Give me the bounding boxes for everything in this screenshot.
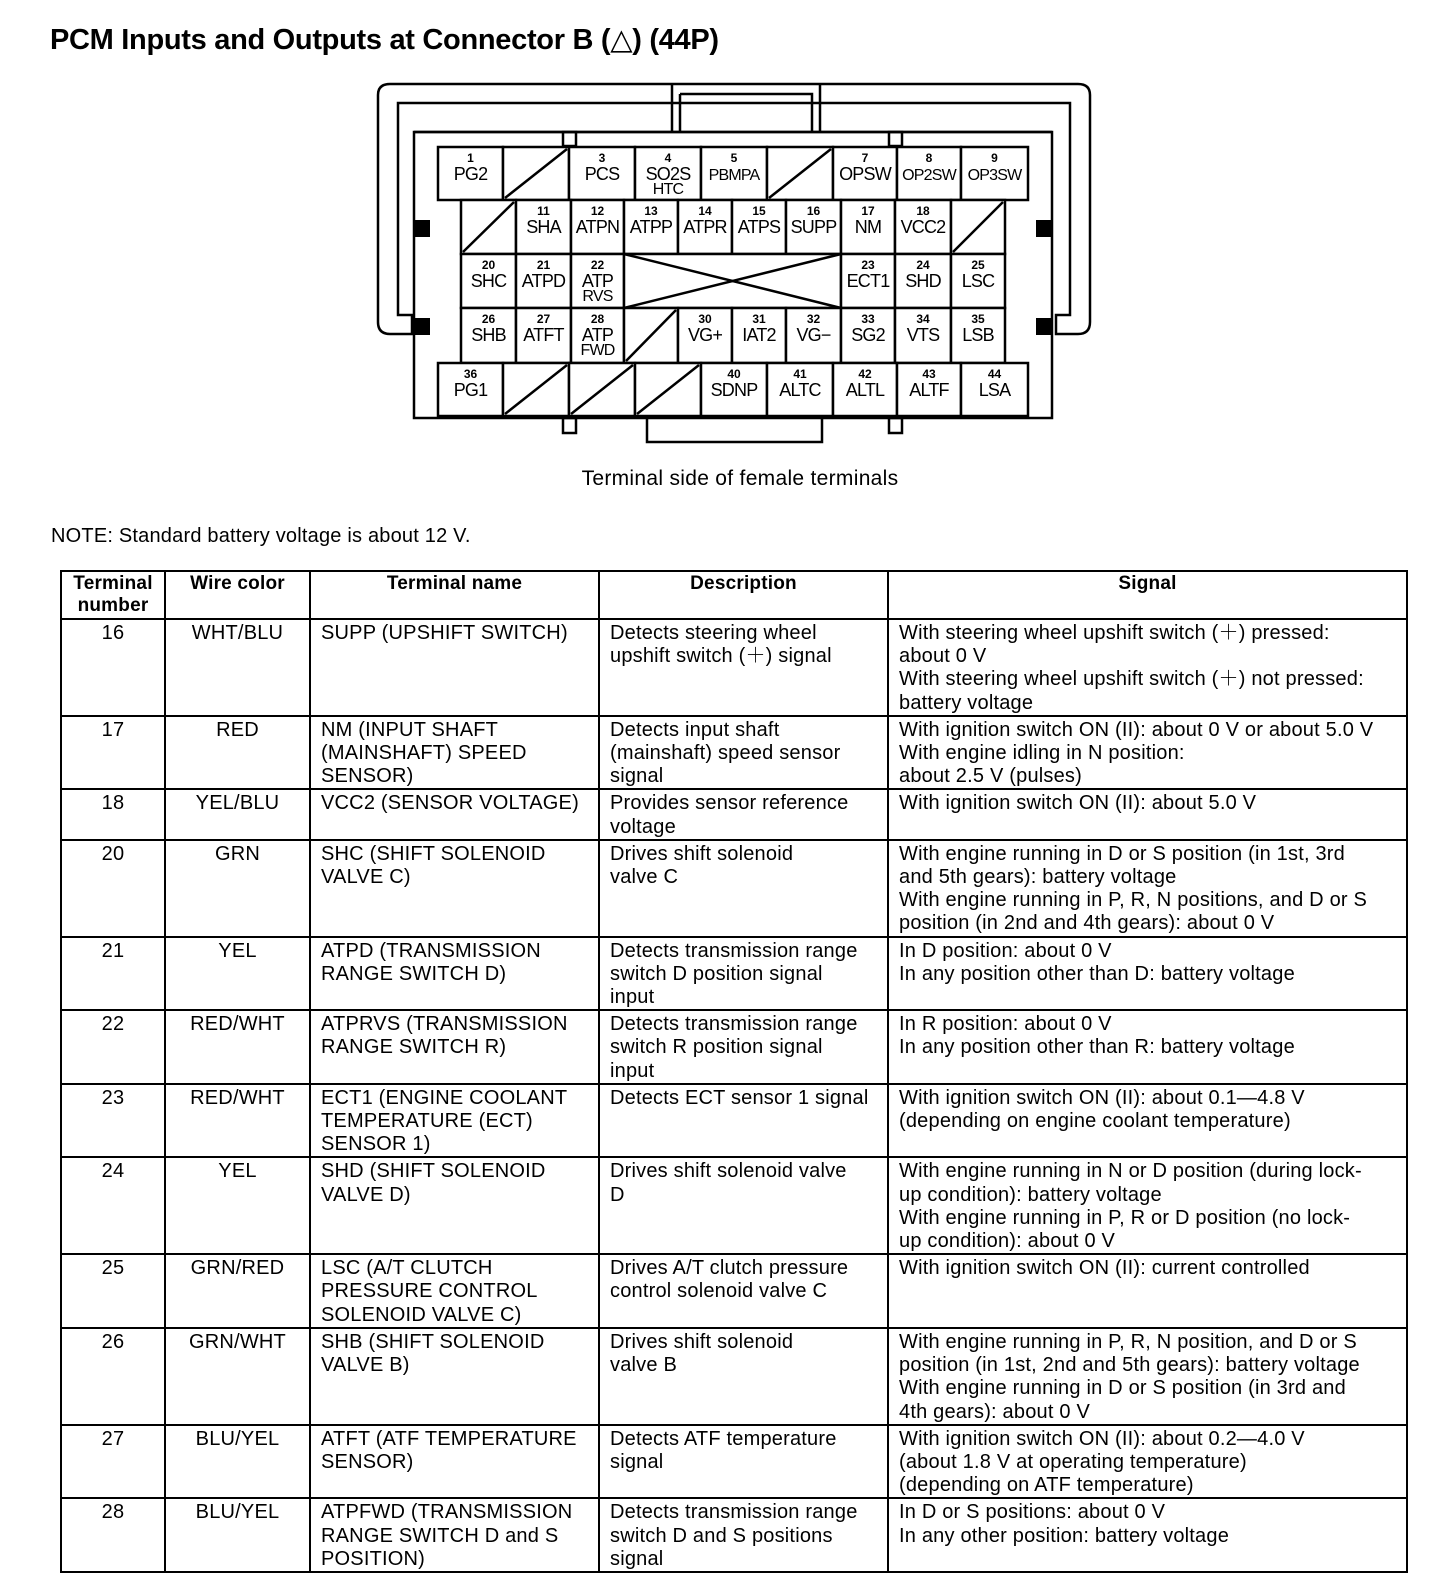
terminal-name-cell-line: SHB (SHIFT SOLENOID (321, 1330, 545, 1353)
table-row (61, 840, 1407, 937)
table-row (61, 1010, 1407, 1084)
pin-26-number: 26 (481, 312, 496, 326)
pin-21-number: 21 (536, 258, 551, 272)
table-row (61, 619, 1407, 716)
table-row (61, 789, 1407, 839)
page-title (50, 22, 719, 57)
pin-1-number: 1 (467, 151, 474, 165)
pin-32-number: 32 (806, 312, 821, 326)
terminal-name-cell-line: SHC (SHIFT SOLENOID (321, 842, 546, 865)
terminal-number-cell: 26 (61, 1328, 165, 1425)
description-cell (599, 1010, 888, 1084)
terminal-name-cell (310, 1254, 599, 1328)
title-text: PCM Inputs and Outputs at Connector B (50, 24, 594, 56)
pin-15-label: ATPS (737, 217, 781, 237)
signal-cell (888, 1328, 1407, 1425)
pin-5-number: 5 (730, 151, 738, 165)
description-cell-line: switch D and S positions (610, 1524, 833, 1547)
pin-25-number: 25 (971, 258, 985, 272)
description-cell (599, 1084, 888, 1158)
description-cell-line: Provides sensor reference (610, 792, 849, 815)
pin-14-label: ATPR (683, 217, 727, 237)
terminal-name-cell (310, 1157, 599, 1254)
pin-4-number: 4 (664, 151, 672, 165)
pin-40-number: 40 (727, 367, 741, 381)
signal-cell-line: With engine running in D or S position (in 1st, 3rd (899, 842, 1345, 865)
wire-color-cell: GRN (165, 840, 310, 937)
table-row (61, 1498, 1407, 1572)
table-row (61, 1254, 1407, 1328)
description-cell-line: signal (610, 1450, 664, 1473)
signal-cell (888, 1254, 1407, 1328)
signal-cell-line: (about 1.8 V at operating temperature) (899, 1450, 1247, 1473)
pin-21-label: ATPD (521, 271, 566, 291)
pin-5-label: PBMPA (708, 167, 760, 184)
terminal-number-cell: 25 (61, 1254, 165, 1328)
terminal-number-cell: 24 (61, 1157, 165, 1254)
signal-cell (888, 716, 1407, 790)
terminal-name-cell-line: VALVE C) (321, 866, 411, 889)
table-header-row (61, 571, 1407, 619)
diagram-caption: Terminal side of female terminals (581, 467, 899, 490)
pin-27-label: ATFT (523, 325, 564, 345)
signal-cell (888, 1498, 1407, 1572)
signal-cell-line: In any position other than D: battery voltage (899, 962, 1295, 985)
pin-11-number: 11 (537, 204, 550, 218)
description-cell-line: input (610, 1059, 655, 1082)
pin-12-label: ATPN (575, 217, 620, 237)
pin-7-number: 7 (861, 151, 869, 165)
signal-cell-line: about 2.5 V (pulses) (899, 765, 1082, 788)
terminal-number-cell: 20 (61, 840, 165, 937)
description-cell-line: upshift switch (＋) signal (610, 645, 832, 668)
description-cell-line: (mainshaft) speed sensor (610, 742, 841, 765)
wire-color-cell: RED (165, 716, 310, 790)
terminal-number-cell: 28 (61, 1498, 165, 1572)
signal-cell-line: 4th gears): about 0 V (899, 1400, 1090, 1423)
description-cell-line: valve C (610, 866, 679, 889)
description-cell-line: valve B (610, 1354, 677, 1377)
title-suffix: (44P) (649, 24, 719, 56)
terminal-name-cell-line: ATFT (ATF TEMPERATURE (321, 1427, 577, 1450)
signal-cell (888, 1084, 1407, 1158)
description-cell-line: switch D position signal (610, 962, 823, 985)
wire-color-cell: YEL (165, 937, 310, 1011)
signal-cell-line: With ignition switch ON (II): about 0.2—4.0 V (899, 1427, 1305, 1450)
signal-cell-line: With engine running in D or S position (in 3rd and (899, 1377, 1346, 1400)
terminal-name-cell (310, 716, 599, 790)
pin-26-label: SHB (471, 325, 506, 345)
description-cell (599, 1425, 888, 1499)
signal-cell-line: With engine idling in N position: (899, 742, 1185, 765)
description-cell-line: Drives A/T clutch pressure (610, 1257, 849, 1280)
pin-20-label: SHC (470, 271, 507, 291)
terminal-name-cell (310, 1084, 599, 1158)
terminal-name-cell (310, 937, 599, 1011)
description-cell-line: Detects steering wheel (610, 622, 817, 644)
pin-8-number: 8 (925, 151, 933, 165)
description-cell-line: voltage (610, 815, 676, 838)
signal-cell-line: With engine running in N or D position (during lock- (899, 1160, 1362, 1183)
terminal-number-cell: 23 (61, 1084, 165, 1158)
pin-18-label: VCC2 (900, 217, 946, 237)
terminal-name-cell-line: TEMPERATURE (ECT) (321, 1110, 533, 1133)
description-cell (599, 937, 888, 1011)
description-cell-line: Detects ECT sensor 1 signal (610, 1086, 869, 1109)
connector-key (647, 418, 822, 442)
pin-33-number: 33 (861, 312, 875, 326)
pin-31-label: IAT2 (742, 325, 776, 345)
description-cell (599, 1254, 888, 1328)
pin-31-number: 31 (752, 312, 766, 326)
pin-9-label: OP3SW (967, 167, 1022, 184)
description-cell-line: switch R position signal (610, 1036, 823, 1059)
terminal-number-cell: 27 (61, 1425, 165, 1499)
connector-diagram (0, 75, 1456, 465)
pin-23-number: 23 (861, 258, 875, 272)
signal-cell-line: With ignition switch ON (II): current controlled (899, 1257, 1310, 1280)
terminal-name-cell-line: ECT1 (ENGINE COOLANT (321, 1086, 568, 1109)
pin-24-number: 24 (916, 258, 930, 272)
terminal-name-cell-line: ATPD (TRANSMISSION (321, 939, 541, 962)
description-cell-line: D (610, 1183, 625, 1206)
description-cell-line: Detects transmission range (610, 939, 858, 962)
wire-color-cell: BLU/YEL (165, 1425, 310, 1499)
signal-cell-line: With engine running in P, R, N position, and D or S (899, 1330, 1357, 1353)
table-row (61, 1425, 1407, 1499)
signal-cell-line: (depending on engine coolant temperature) (899, 1110, 1291, 1133)
signal-cell (888, 789, 1407, 839)
terminal-name-cell-line: SOLENOID VALVE C) (321, 1303, 522, 1326)
connector-latch (672, 84, 820, 132)
description-cell-line: Drives shift solenoid (610, 1330, 794, 1353)
header-signal: Signal (888, 571, 1407, 619)
signal-cell-line: and 5th gears): battery voltage (899, 866, 1177, 889)
terminal-name-cell-line: PRESSURE CONTROL (321, 1280, 538, 1303)
wire-color-cell: WHT/BLU (165, 619, 310, 716)
signal-cell-line: With ignition switch ON (II): about 0.1—4.8 V (899, 1086, 1305, 1109)
terminal-name-cell-line: RANGE SWITCH D and S (321, 1524, 559, 1547)
pin-13-number: 13 (644, 204, 658, 218)
description-cell-line: Drives shift solenoid (610, 842, 794, 865)
signal-cell-line: With steering wheel upshift switch (＋) not pressed: (899, 668, 1364, 691)
terminal-name-cell-line: ATPRVS (TRANSMISSION (321, 1013, 568, 1036)
signal-cell-line: position (in 2nd and 4th gears): about 0 V (899, 912, 1275, 935)
terminal-name-cell-line: ATPFWD (TRANSMISSION (321, 1501, 573, 1524)
terminal-name-cell-line: SENSOR) (321, 1450, 414, 1473)
pin-43-label: ALTF (909, 380, 949, 400)
pin-27-number: 27 (536, 312, 551, 326)
terminal-name-cell-line: VALVE D) (321, 1183, 411, 1206)
signal-cell (888, 1010, 1407, 1084)
signal-cell (888, 840, 1407, 937)
signal-cell (888, 937, 1407, 1011)
wire-color-cell: YEL/BLU (165, 789, 310, 839)
description-cell-line: Detects transmission range (610, 1013, 858, 1036)
pin-41-number: 41 (793, 367, 807, 381)
terminal-name-cell (310, 1328, 599, 1425)
signal-cell-line: With engine running in P, R or D position (no lock- (899, 1206, 1351, 1229)
signal-cell (888, 619, 1407, 716)
signal-cell-line: With steering wheel upshift switch (＋) pressed: (899, 622, 1330, 644)
terminal-name-cell-line: VCC2 (SENSOR VOLTAGE) (321, 792, 579, 815)
description-cell (599, 716, 888, 790)
pin-34-label: VTS (906, 325, 940, 345)
terminal-number-cell: 18 (61, 789, 165, 839)
wire-color-cell: RED/WHT (165, 1010, 310, 1084)
signal-cell-line: In any other position: battery voltage (899, 1524, 1230, 1547)
header-terminal: Terminal number (61, 571, 165, 619)
pin-36-label: PG1 (453, 380, 488, 400)
terminal-name-cell (310, 1425, 599, 1499)
description-cell (599, 1498, 888, 1572)
pin-34-number: 34 (916, 312, 930, 326)
pin-23-label: ECT1 (846, 271, 890, 291)
terminal-name-cell (310, 619, 599, 716)
table-row (61, 1084, 1407, 1158)
pin-30-label: VG+ (687, 325, 723, 345)
pin-17-number: 17 (861, 204, 875, 218)
pin-7-label: OPSW (839, 164, 891, 184)
terminal-name-cell-line: NM (INPUT SHAFT (321, 718, 499, 741)
pin-32-label: VG− (796, 325, 831, 345)
pin-22-label-2: RVS (582, 288, 613, 305)
terminal-name-cell (310, 1010, 599, 1084)
signal-cell-line: In D or S positions: about 0 V (899, 1501, 1166, 1524)
pin-12-number: 12 (590, 204, 605, 218)
terminal-name-cell-line: LSC (A/T CLUTCH (321, 1257, 493, 1280)
pin-28-label: ATP (581, 325, 614, 345)
pin-4-label: SO2S (645, 164, 691, 184)
terminal-name-cell-line: VALVE B) (321, 1354, 410, 1377)
wire-color-cell: GRN/WHT (165, 1328, 310, 1425)
description-cell-line: input (610, 986, 655, 1009)
pin-11-label: SHA (526, 217, 561, 237)
terminal-name-cell (310, 789, 599, 839)
pin-14-number: 14 (698, 204, 712, 218)
signal-cell-line: With ignition switch ON (II): about 5.0 V (899, 792, 1257, 815)
pin-22-number: 22 (590, 258, 605, 272)
signal-cell-line: With ignition switch ON (II): about 0 V or about 5.0 V (899, 718, 1374, 741)
pin-20-number: 20 (481, 258, 496, 272)
table-row (61, 1157, 1407, 1254)
header-description: Description (599, 571, 888, 619)
description-cell (599, 1157, 888, 1254)
wire-color-cell: GRN/RED (165, 1254, 310, 1328)
signal-cell-line: up condition): about 0 V (899, 1230, 1116, 1253)
pin-43-number: 43 (922, 367, 936, 381)
wire-color-cell: RED/WHT (165, 1084, 310, 1158)
pin-40-label: SDNP (710, 380, 758, 400)
description-cell-line: Detects input shaft (610, 718, 780, 741)
signal-cell-line: (depending on ATF temperature) (899, 1474, 1194, 1497)
pin-35-label: LSB (962, 325, 994, 345)
pin-17-label: NM (854, 217, 882, 237)
signal-cell (888, 1425, 1407, 1499)
pin-33-label: SG2 (851, 325, 885, 345)
terminal-name-cell (310, 840, 599, 937)
pin-13-label: ATPP (629, 217, 673, 237)
wire-color-cell: BLU/YEL (165, 1498, 310, 1572)
description-cell-line: Detects ATF temperature (610, 1427, 837, 1450)
signal-cell-line: battery voltage (899, 691, 1034, 714)
header-wire-color: Wire color (165, 571, 310, 619)
pin-44-label: LSA (978, 380, 1011, 400)
terminal-name-cell-line: RANGE SWITCH R) (321, 1036, 507, 1059)
description-cell-line: control solenoid valve C (610, 1280, 828, 1303)
description-cell-line: Drives shift solenoid valve (610, 1160, 847, 1183)
pin-16-number: 16 (806, 204, 821, 218)
signal-cell-line: In D position: about 0 V (899, 939, 1112, 962)
triangle-symbol: (△) (600, 24, 642, 56)
note-text: NOTE: Standard battery voltage is about 12 V. (51, 525, 471, 547)
description-cell (599, 619, 888, 716)
pin-30-number: 30 (698, 312, 712, 326)
description-cell (599, 789, 888, 839)
description-cell-line: signal (610, 765, 664, 788)
pin-1-label: PG2 (453, 164, 488, 184)
signal-cell-line: position (in 1st, 2nd and 5th gears): battery voltage (899, 1354, 1360, 1377)
table-row (61, 716, 1407, 790)
description-cell-line: Detects transmission range (610, 1501, 858, 1524)
pin-28-number: 28 (590, 312, 605, 326)
signal-cell-line: In any position other than R: battery voltage (899, 1036, 1295, 1059)
terminal-name-cell-line: SUPP (UPSHIFT SWITCH) (321, 622, 568, 644)
pin-9-number: 9 (991, 151, 998, 165)
pin-44-number: 44 (987, 367, 1002, 381)
description-cell-line: signal (610, 1547, 664, 1570)
pin-42-label: ALTL (845, 380, 885, 400)
signal-cell (888, 1157, 1407, 1254)
signal-cell-line: With engine running in P, R, N positions, and D or S (899, 889, 1368, 912)
signal-cell-line: about 0 V (899, 645, 987, 668)
pin-28-label-2: FWD (580, 342, 615, 359)
table-row (61, 937, 1407, 1011)
pin-3-number: 3 (598, 151, 606, 165)
pin-35-number: 35 (971, 312, 985, 326)
terminal-name-cell-line: SHD (SHIFT SOLENOID (321, 1160, 546, 1183)
pin-4-label-2: HTC (652, 181, 684, 198)
terminal-name-cell-line: SENSOR) (321, 765, 414, 788)
terminal-name-cell-line: RANGE SWITCH D) (321, 962, 507, 985)
pin-22-label: ATP (581, 271, 614, 291)
pin-24-label: SHD (905, 271, 941, 291)
terminal-name-cell-line: POSITION) (321, 1547, 426, 1570)
terminal-number-cell: 16 (61, 619, 165, 716)
terminal-number-cell: 22 (61, 1010, 165, 1084)
signal-cell-line: In R position: about 0 V (899, 1013, 1112, 1036)
pin-16-label: SUPP (790, 217, 837, 237)
description-cell (599, 840, 888, 937)
header-terminal-name: Terminal name (310, 571, 599, 619)
pin-15-number: 15 (752, 204, 766, 218)
terminal-name-cell (310, 1498, 599, 1572)
terminal-name-cell-line: (MAINSHAFT) SPEED (321, 742, 527, 765)
terminal-number-cell: 21 (61, 937, 165, 1011)
pin-42-number: 42 (858, 367, 872, 381)
pin-3-label: PCS (584, 164, 620, 184)
terminal-number-cell: 17 (61, 716, 165, 790)
description-cell (599, 1328, 888, 1425)
pin-41-label: ALTC (779, 380, 821, 400)
pin-8-label: OP2SW (902, 167, 956, 184)
pin-25-label: LSC (961, 271, 995, 291)
wire-color-cell: YEL (165, 1157, 310, 1254)
table-row (61, 1328, 1407, 1425)
pin-36-number: 36 (463, 367, 478, 381)
signal-cell-line: up condition): battery voltage (899, 1183, 1162, 1206)
terminal-table (60, 570, 1408, 1573)
pin-18-number: 18 (916, 204, 930, 218)
terminal-name-cell-line: SENSOR 1) (321, 1133, 431, 1156)
